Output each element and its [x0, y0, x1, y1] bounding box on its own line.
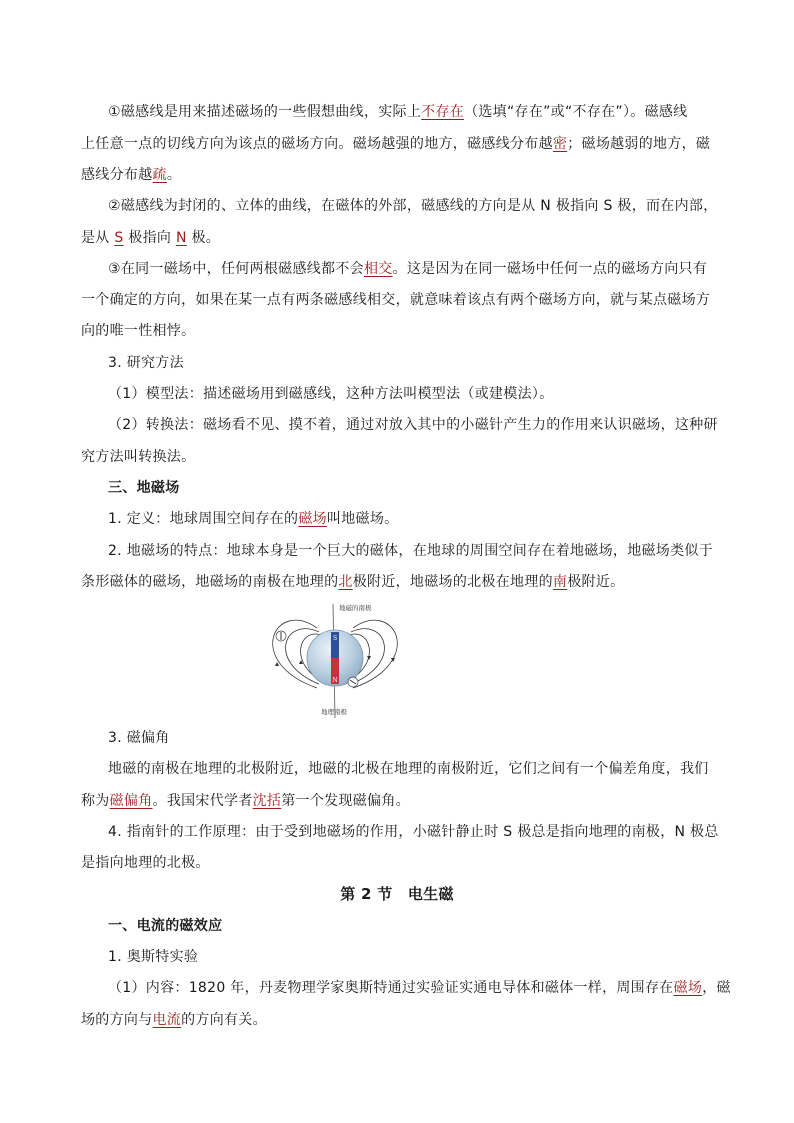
label-geomagnetic-south: 地磁的南极	[339, 604, 372, 612]
heading-current-magnetic-effect: 一、电流的磁效应	[108, 918, 223, 934]
magnet-bottom-label: N	[332, 677, 338, 684]
field-arrow-left	[275, 662, 279, 666]
answer-blank: 磁偏角	[109, 793, 153, 809]
compass-needle-left	[276, 631, 286, 641]
method-conversion-line-2: 究方法叫转换法。	[81, 449, 196, 465]
heading-research-methods: 3. 研究方法	[108, 355, 184, 371]
p3-line-3: 向的唯一性相悖。	[81, 323, 196, 339]
heading-declination: 3. 磁偏角	[108, 730, 170, 746]
p3-line-1	[108, 259, 707, 279]
section-title: 第 2 节 电生磁	[340, 885, 454, 903]
text: 条形磁体的磁场，地磁场的南极在地理的	[81, 574, 339, 590]
oersted-line-1	[108, 978, 731, 998]
text: 叫地磁场。	[326, 511, 399, 527]
answer-blank: 北	[338, 574, 353, 590]
answer-blank: 沈括	[252, 793, 282, 809]
text: 感线分布越	[81, 167, 153, 183]
answer-blank: 疏	[152, 167, 167, 183]
geo-definition	[108, 509, 398, 529]
text: （1）内容：1820 年，丹麦物理学家奥斯特通过实验证实通电导体和磁体一样，周围存在	[108, 980, 674, 996]
text: ，磁	[702, 980, 731, 996]
answer-blank: 磁场	[298, 511, 327, 527]
answer-blank: 相交	[363, 261, 393, 277]
p2-line-1: ②磁感线为封闭的、立体的曲线，在磁体的外部，磁感线的方向是从 N 极指向 S 极，而在内部，	[108, 198, 718, 214]
text: ①磁感线是用来描述磁场的一些假想曲线，实际上	[108, 104, 422, 120]
text: 。这是因为在同一磁场中任何一点的磁场方向只有	[392, 261, 708, 277]
text: ；磁场越弱的地方，磁	[567, 136, 711, 152]
geomagnetic-field-figure	[255, 602, 415, 720]
text: 。我国宋代学者	[152, 793, 253, 809]
oersted-line-2	[81, 1010, 267, 1030]
answer-blank: 南	[552, 574, 568, 590]
compass-principle-line-1: 4. 指南针的工作原理：由于受到地磁场的作用，小磁针静止时 S 极总是指向地理的南极，N 极总	[108, 824, 719, 840]
magnet-top-label: S	[332, 635, 338, 642]
answer-blank: S	[114, 230, 124, 246]
answer-blank: 密	[552, 136, 568, 152]
text: ③在同一磁场中，任何两根磁感线都不会	[108, 261, 364, 277]
text: 极。	[186, 230, 221, 246]
p1-line-2	[81, 134, 710, 154]
text: 称为	[81, 793, 110, 809]
p1-line-1	[108, 102, 687, 122]
method-model: （1）模型法：描述磁场用到磁感线，这种方法叫模型法（或建模法）。	[108, 386, 554, 402]
field-arrow-inner-right	[367, 656, 371, 660]
label-geographic-south: 地理南极	[321, 708, 347, 716]
compass-needle-right	[348, 677, 358, 687]
text: 极指向	[123, 230, 176, 246]
heading-geomagnetic-field: 三、地磁场	[108, 480, 180, 496]
method-conversion-line-1: （2）转换法：磁场看不见、摸不着，通过对放入其中的小磁针产生力的作用来认识磁场，这种研	[108, 417, 718, 433]
geo-feature-line-2	[81, 572, 624, 592]
answer-blank: 不存在	[421, 104, 465, 120]
answer-blank: 磁场	[673, 980, 703, 996]
answer-blank: 电流	[152, 1012, 182, 1028]
text: 上任意一点的切线方向为该点的磁场方向。磁场越强的地方，磁感线分布越	[81, 136, 553, 152]
text: 1. 定义：地球周围空间存在的	[108, 511, 299, 527]
declination-line-2	[81, 791, 410, 811]
text: 第一个发现磁偏角。	[281, 793, 410, 809]
p1-line-3	[81, 165, 181, 185]
p2-line-2	[81, 228, 220, 248]
text: 。	[166, 167, 182, 183]
answer-blank: N	[175, 230, 187, 246]
text: （选填“存在”或“不存在”）。磁感线	[464, 104, 688, 120]
p3-line-2: 一个确定的方向，如果在某一点有两条磁感线相交，就意味着该点有两个磁场方向，就与某点磁场方	[81, 292, 711, 308]
text: 场的方向与	[81, 1012, 153, 1028]
geo-feature-line-1: 2. 地磁场的特点：地球本身是一个巨大的磁体，在地球的周围空间存在着地磁场，地磁场类似于	[108, 543, 714, 559]
text: 是从	[81, 230, 115, 246]
text: 的方向有关。	[181, 1012, 267, 1028]
heading-oersted-experiment: 1. 奥斯特实验	[108, 949, 199, 965]
compass-principle-line-2: 是指向地理的北极。	[81, 855, 210, 871]
text: 极附近。	[567, 574, 625, 590]
declination-line-1: 地磁的南极在地理的北极附近，地磁的北极在地理的南极附近，它们之间有一个偏差角度，我们	[108, 761, 709, 777]
text: 极附近，地磁场的北极在地理的	[352, 574, 553, 590]
